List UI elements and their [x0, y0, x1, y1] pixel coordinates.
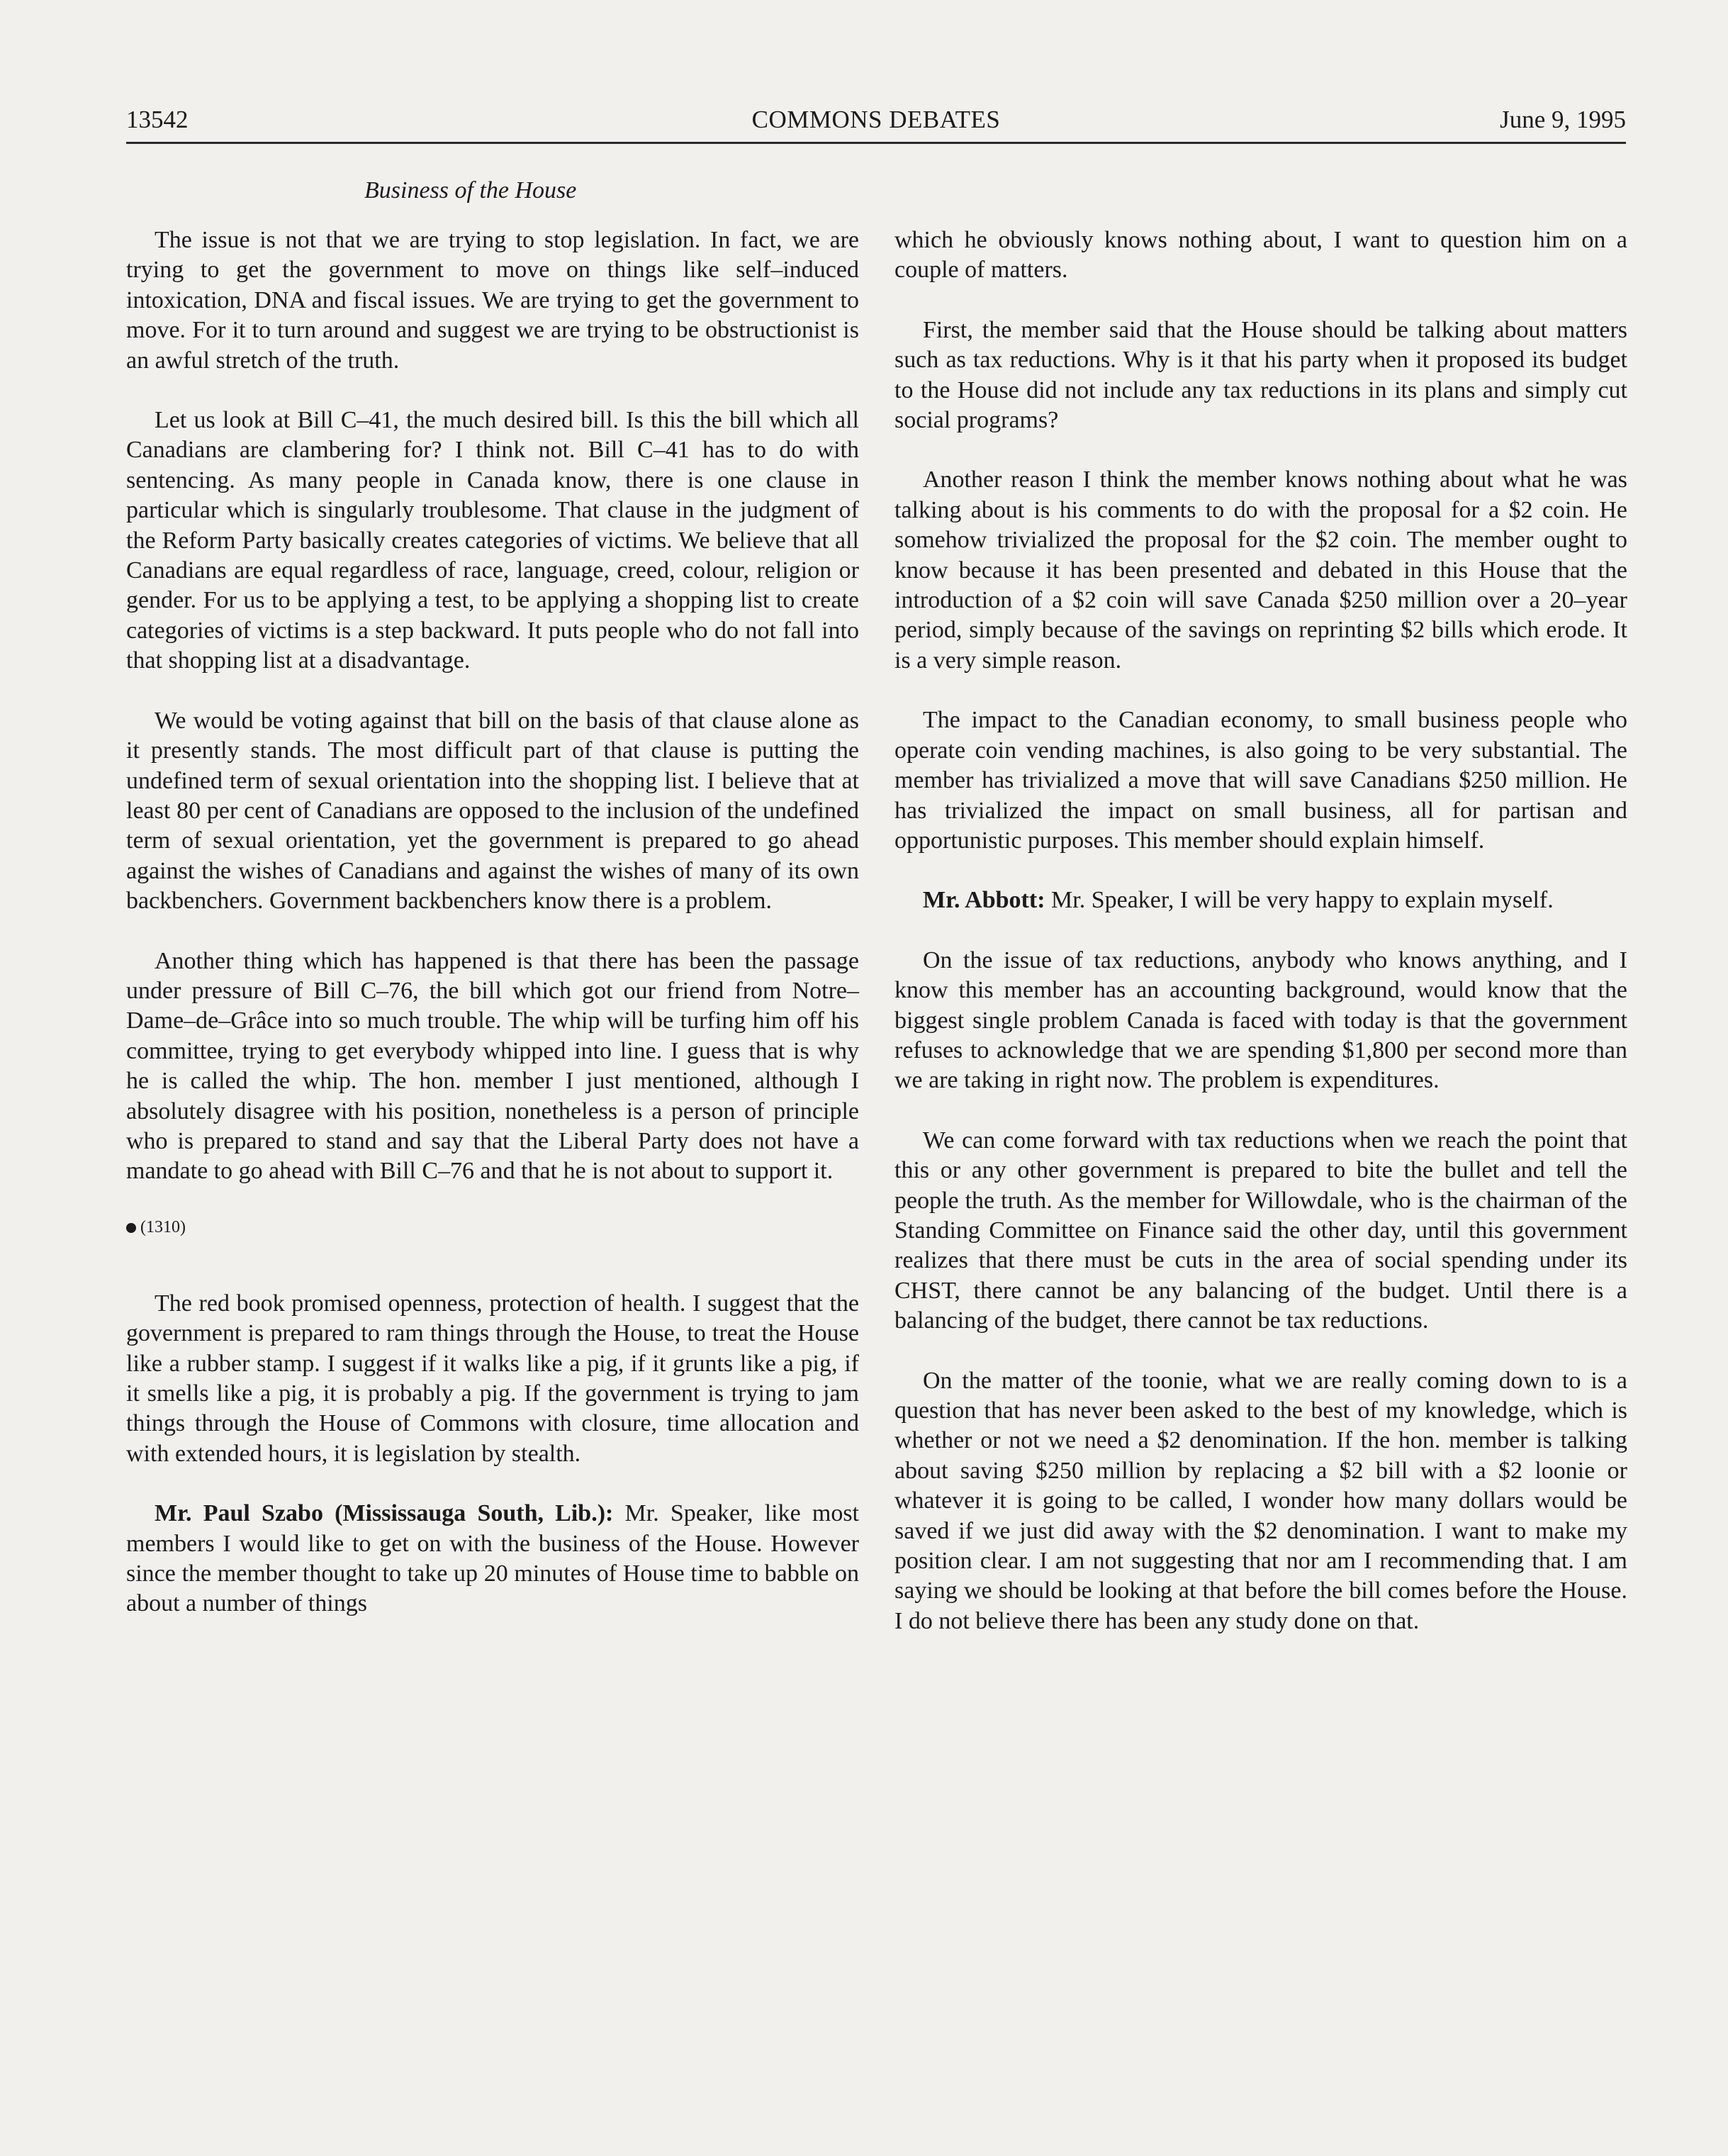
time-marker: [126, 1217, 859, 1238]
speech-text: Mr. Speaker, like most members I would like to get on with the business of the House. However since the member thought to take up 20 minutes of House time to babble on about a number of things: [126, 1500, 860, 1617]
paragraph: We can come forward with tax reductions when we reach the point that this or any other government is prepared to bite the bullet and tell the people the truth. As the member for Willowdale, who is the chairman of the Standing Committee on Finance said the other day, until this government realizes that there must be cuts in the area of social spending under its CHST, there cannot be any balancing of the budget. Until there is a balancing of the budget, there cannot be tax reductions.: [894, 1127, 1627, 1334]
time-marker-label: (1310): [140, 1217, 186, 1236]
paragraph: Let us look at Bill C–41, the much desired bill. Is this the bill which all Canadians are clambering for? I think not. Bill C–41 has to do with sentencing. As many people in Canada know, there is one clause in particular which is singularly troublesome. That clause in the judgment of the Reform Party basically creates categories of victims. We believe that all Canadians are equal regardless of race, language, creed, colour, religion or gender. For us to be applying a test, to be applying a shopping list to create categories of victims is a step backward. It puts people who do not fall into that shopping list at a disadvantage.: [126, 407, 859, 674]
publication-title: COMMONS DEBATES: [751, 106, 1001, 133]
paragraph: The issue is not that we are trying to stop legislation. In fact, we are trying to get the government to move on things like self–induced intoxication, DNA and fiscal issues. We are trying to get the government to move. For it to turn around and suggest we are trying to be obstructionist is an awful stretch of the truth.: [126, 227, 859, 374]
page-number: 13542: [126, 106, 189, 133]
page-header: [126, 104, 1626, 139]
left-column: [126, 225, 859, 1649]
header-rule: [126, 142, 1626, 144]
paragraph: The red book promised openness, protection of health. I suggest that the government is prepared to ram things through the House, to treat the House like a rubber stamp. I suggest if it walks like a pig, if it grunts like a pig, if it smells like a pig, it is probably a pig. If the government is trying to jam things through the House of Commons with closure, time allocation and with extended hours, it is legislation by stealth.: [126, 1290, 859, 1467]
speaker-name: Mr. Paul Szabo (Mississauga South, Lib.):: [155, 1500, 614, 1527]
section-title: Business of the House: [364, 177, 577, 203]
right-column: [894, 225, 1627, 1666]
speaker-name: Mr. Abbott:: [923, 887, 1045, 914]
paragraph: First, the member said that the House should be talking about matters such as tax reductions. Why is it that his party when it proposed its budget to the House did not include any tax reductions in its plans and simply cut social programs?: [894, 316, 1627, 434]
paragraph: [894, 886, 1627, 915]
paragraph: On the matter of the toonie, what we are really coming down to is a question that has never been asked to the best of my knowledge, which is whether or not we need a $2 denomination. If the hon. member is talking about saving $250 million by replacing a $2 bill with a $2 loonie or whatever it is going to be called, I wonder how many dollars would be saved if we just did away with the $2 denomination. I want to make my position clear. I am not suggesting that nor am I recommending that. I am saying we should be looking at that before the bill comes before the House. I do not believe there has been any study done on that.: [894, 1367, 1627, 1634]
paragraph: [126, 1499, 859, 1619]
paragraph: Another thing which has happened is that there has been the passage under pressure of Bill C–76, the bill which got our friend from Notre–Dame–de–Grâce into so much trouble. The whip will be turfing him off his committee, trying to get everybody whipped into line. I guess that is why he is called the whip. The hon. member I just mentioned, although I absolutely disagree with his position, nonetheless is a person of principle who is prepared to stand and say that the Liberal Party does not have a mandate to go ahead with Bill C–76 and that he is not about to support it.: [126, 947, 859, 1185]
paragraph: On the issue of tax reductions, anybody who knows anything, and I know this member has an accounting background, would know that the biggest single problem Canada is faced with today is that the government refuses to acknowledge that we are spending $1,800 per second more than we are taking in right now. The problem is expenditures.: [894, 946, 1627, 1094]
paragraph: We would be voting against that bill on the basis of that clause alone as it presently stands. The most difficult part of that clause is putting the undefined term of sexual orientation into the shopping list. I believe that at least 80 per cent of Canadians are opposed to the inclusion of the undefined term of sexual orientation, yet the government is prepared to go ahead against the wishes of Canadians and against the wishes of many of its own backbenchers. Government backbenchers know there is a problem.: [126, 707, 859, 915]
publication-date: June 9, 1995: [1500, 106, 1626, 133]
paragraph: The impact to the Canadian economy, to small business people who operate coin vending machines, is also going to be very substantial. The member has trivialized a move that will save Canadians $250 million. He has trivialized the impact on small business, all for partisan and opportunistic purposes. This member should explain himself.: [894, 707, 1627, 854]
paragraph: which he obviously knows nothing about, I want to question him on a couple of matters.: [894, 227, 1627, 284]
speech-text: Mr. Speaker, I will be very happy to explain myself.: [1051, 887, 1554, 914]
paragraph: Another reason I think the member knows nothing about what he was talking about is his comments to do with the proposal for a $2 coin. He somehow trivialized the proposal for the $2 coin. The member ought to know because it has been presented and debated in this House that the introduction of a $2 coin will save Canada $250 million over a 20–year period, simply because of the savings on reprinting $2 bills which erode. It is a very simple reason.: [894, 467, 1627, 674]
bullet-icon: [126, 1223, 136, 1233]
